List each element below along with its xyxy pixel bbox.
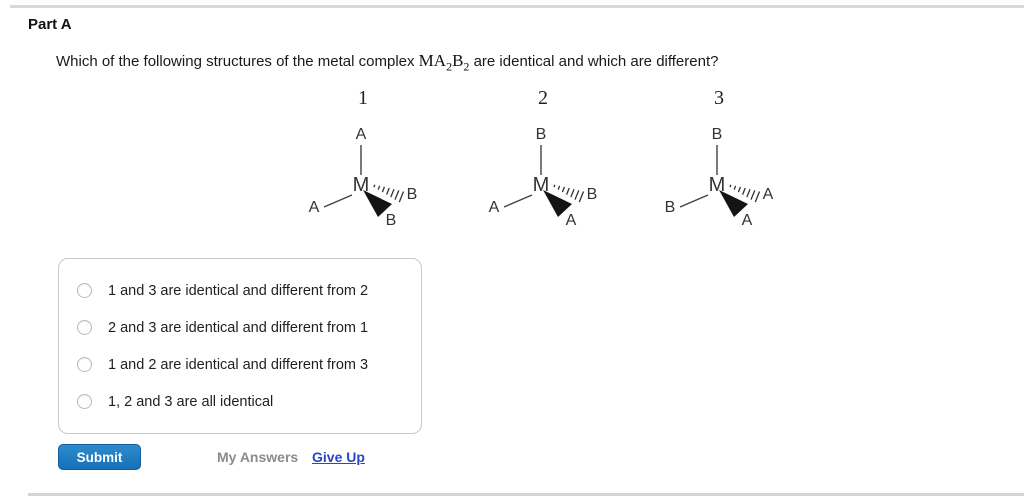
ligand-wedge: A: [741, 212, 753, 229]
ligand-top: B: [535, 126, 547, 143]
structure-2: [478, 88, 608, 233]
ligand-left: A: [488, 199, 500, 216]
radio-option-4[interactable]: [77, 394, 92, 409]
answer-options-box: [58, 258, 422, 434]
ligand-hash: B: [586, 186, 598, 203]
structure-2-drawing: [478, 121, 608, 233]
structure-1-drawing: [298, 121, 428, 233]
question-suffix: are identical and which are different?: [469, 53, 719, 70]
ligand-hash: A: [762, 186, 774, 203]
option-label-4: 1, 2 and 3 are all identical: [108, 393, 274, 410]
structure-3-number: 3: [714, 87, 724, 109]
ligand-left: A: [308, 199, 320, 216]
radio-option-1[interactable]: [77, 283, 92, 298]
option-label-3: 1 and 2 are identical and different from 3: [108, 356, 369, 373]
ligand-hash: B: [406, 186, 418, 203]
metal-center: M: [708, 174, 726, 196]
ligand-left: B: [664, 199, 676, 216]
ligand-wedge: B: [385, 212, 397, 229]
option-row-3[interactable]: [59, 346, 421, 383]
formula-ma2b2: $MA_2B_2$: [418, 51, 470, 74]
structure-2-number: 2: [538, 87, 548, 109]
option-label-1: 1 and 3 are identical and different from 2: [108, 282, 369, 299]
structure-1: [298, 88, 428, 233]
give-up-link[interactable]: Give Up: [312, 449, 365, 465]
option-label-2: 2 and 3 are identical and different from 1: [108, 319, 369, 336]
structure-1-number: 1: [358, 87, 368, 109]
option-row-4[interactable]: [59, 383, 421, 420]
metal-center: M: [532, 174, 550, 196]
bottom-divider: [28, 493, 1024, 496]
radio-option-3[interactable]: [77, 357, 92, 372]
bond-left: [504, 195, 532, 207]
part-title: Part A: [28, 16, 72, 33]
ligand-wedge: A: [565, 212, 577, 229]
question-text: [56, 51, 718, 74]
top-divider: [10, 5, 1024, 8]
question-prefix: Which of the following structures of the metal complex: [56, 53, 419, 70]
submit-button[interactable]: Submit: [58, 444, 141, 470]
ligand-top: A: [355, 126, 367, 143]
metal-center: M: [352, 174, 370, 196]
option-row-2[interactable]: [59, 309, 421, 346]
bond-left: [680, 195, 708, 207]
radio-option-2[interactable]: [77, 320, 92, 335]
structure-3-drawing: [654, 121, 784, 233]
bond-left: [324, 195, 352, 207]
my-answers-label: My Answers: [217, 449, 299, 465]
structure-3: [654, 88, 784, 233]
option-row-1[interactable]: [59, 272, 421, 309]
ligand-top: B: [711, 126, 723, 143]
